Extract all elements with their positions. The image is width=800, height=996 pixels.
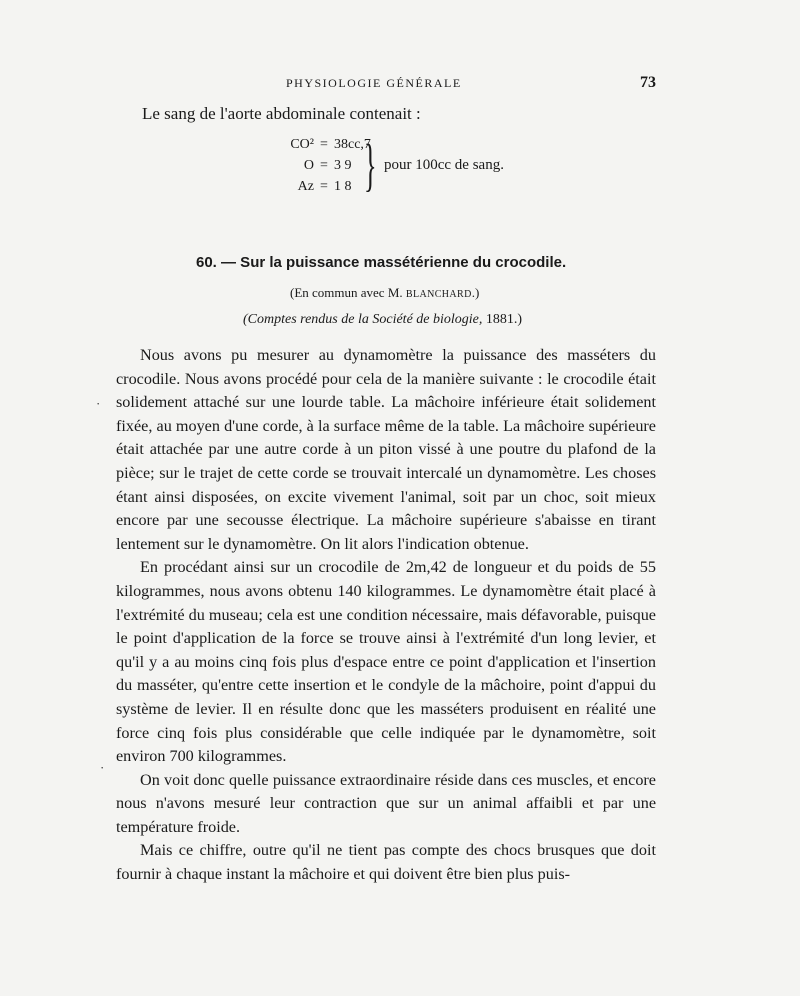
intro-line: Le sang de l'aorte abdominale contenait : xyxy=(142,104,421,123)
paragraph: En procédant ainsi sur un crocodile de 2m,42 de longueur et du poids de 55 kilogrammes, nous avons obtenu 140 kilogrammes. Le dynamomètre était placé à l'extrémité du museau; cela est une condition nécessaire, mais défavorable, puisque le point d'application de la force se trouve ainsi à l'extrémité d'un long levier, et qu'il y a au moins cinq fois plus d'espace entre ce point d'application et l'insertion du masséter, qu'entre cette insertion et le condyle de la mâchoire, point d'appui du système de levier. Il en résulte donc que les masséters produisent en réalité une force cinq fois plus considérable que celle indiquée par le dynamomètre, soit environ 700 kilogrammes. xyxy=(116,558,656,766)
formula-eq: = xyxy=(320,158,328,173)
formula-label: pour 100cc de sang. xyxy=(384,157,504,173)
formula-lhs: O xyxy=(303,158,314,173)
source-citation xyxy=(243,312,522,328)
collaboration-note xyxy=(290,285,479,301)
formula-rhs: 1 8 xyxy=(334,179,352,194)
margin-dot: · xyxy=(96,396,101,411)
page-number: 73 xyxy=(640,74,656,91)
section-title: 60. — Sur la puissance massétérienne du crocodile. xyxy=(196,254,567,271)
page-header xyxy=(116,76,656,96)
source-title: (Comptes rendus de la Société de biologie, xyxy=(243,312,483,327)
formula-eq: = xyxy=(320,137,328,152)
formula-lhs: Az xyxy=(297,179,314,194)
paragraph: On voit donc quelle puissance extraordinaire réside dans ces muscles, et encore nous n'avons mesuré leur contraction que sur un animal affaibli et par une température froide. xyxy=(116,770,656,836)
paragraph: Nous avons pu mesurer au dynamomètre la puissance des masséters du crocodile. Nous avons procédé pour cela de la manière suivante : le crocodile était solidement attaché sur une lourde table. La mâchoire inférieure était solidement fixée, au moyen d'une corde, à la surface même de la table. La mâchoire supérieure était attachée par une autre corde à un piton vissé à une poutre du plafond de la pièce; sur le trajet de cette corde se trouvait intercalé un dynamomètre. Les choses étant ainsi disposées, on excite vivement l'animal, soit par un choc, soit mieux encore par une secousse électrique. La mâchoire supérieure s'abaisse en tirant lentement sur le dynamomètre. On lit alors l'indication obtenue. xyxy=(116,346,656,553)
collab-suffix: .) xyxy=(471,285,480,300)
collab-prefix: (En commun avec M. xyxy=(290,285,406,300)
body-text xyxy=(116,344,656,887)
formula-lhs: CO² xyxy=(290,137,314,152)
paragraph: Mais ce chiffre, outre qu'il ne tient pas compte des chocs brusques que doit fournir à chaque instant la mâchoire et qui doivent être bien plus puis- xyxy=(116,841,656,884)
collab-name: BLANCHARD xyxy=(405,289,472,300)
running-title: PHYSIOLOGIE GÉNÉRALE xyxy=(286,76,462,90)
formula-brace: } xyxy=(364,132,377,197)
margin-dot: · xyxy=(100,760,105,775)
source-year: 1881.) xyxy=(482,312,523,327)
formula-rhs: 38cc,7 xyxy=(334,137,371,152)
formula-eq: = xyxy=(320,179,328,194)
formula-rhs: 3 9 xyxy=(334,158,352,173)
